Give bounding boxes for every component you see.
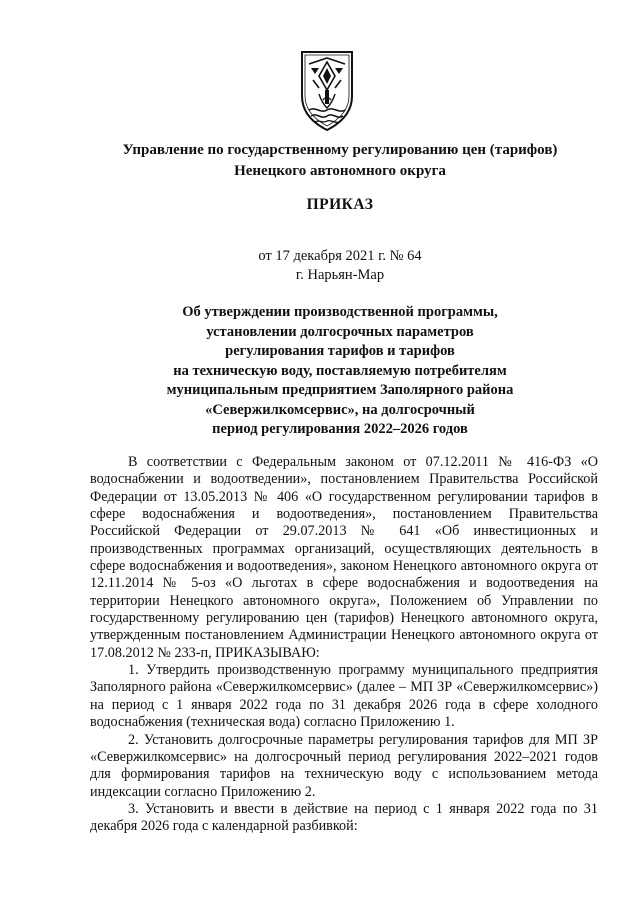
subject-line: установлении долгосрочных параметров <box>206 323 474 340</box>
subject-line: период регулирования 2022–2026 годов <box>212 421 468 437</box>
organization-name <box>60 140 620 182</box>
organization-name-line-1: Управление по государственному регулированию цен (тарифов) <box>122 142 558 158</box>
order-item-1: 1. Утвердить производственную программу муниципального предприятия Заполярного района «Севержилкомсервис» (далее – МП ЗР «Севержилкомсервис») на период с 1 января 2022 года по 31 декабря 2026 года в сфере холодного водоснабжения (техническая вода) согласно Приложению 1. <box>90 662 598 731</box>
document-type-heading: ПРИКАЗ <box>306 196 374 213</box>
order-item-3: 3. Установить и ввести в действие на период с 1 января 2022 года по 31 декабря 2026 года с календарной разбивкой: <box>90 800 598 835</box>
subject-line: муниципальным предприятием Заполярного района <box>166 382 514 398</box>
subject-line: регулирования тарифов и тарифов <box>225 343 455 359</box>
subject-line: Об утверждении производственной программы, <box>182 304 498 320</box>
organization-name-line-2: Ненецкого автономного округа <box>234 163 446 179</box>
document-subject <box>60 303 620 440</box>
order-item-2: 2. Установить долгосрочные параметры регулирования тарифов для МП ЗР «Севержилкомсервис» на долгосрочный период регулирования 2022–2021 годов для формирования тарифов на техническую воду с использованием метода индексации согласно Приложению 2. <box>90 731 598 800</box>
coat-of-arms-emblem <box>299 48 355 134</box>
subject-line: «Севержилкомсервис», на долгосрочный <box>205 401 475 418</box>
preamble-paragraph: В соответствии с Федеральным законом от 07.12.2011 № 416-ФЗ «О водоснабжении и водоотведении», постановлением Правительства Российской Федерации от 13.05.2013 № 406 «О государственном регулировании тарифов в сфере водоснабжения и водоотведения», постановлением Правительства Российской Федерации от 29.07.2013 № 641 «Об инвестиционных и производственных программах организаций, осуществляющих деятельность в сфере водоснабжения и водоотведения», законом Ненецкого автономного округа от 12.11.2014 № 5-оз «О льготах в сфере водоснабжения и водоотведения на территории Ненецкого автономного округа», Положением об Управлении по государственному регулированию цен (тарифов) Ненецкого автономного округа, утвержденным постановлением Администрации Ненецкого автономного округа от 17.08.2012 № 233-п, ПРИКАЗЫВАЮ: <box>90 454 598 661</box>
document-meta <box>60 247 620 285</box>
subject-line: на техническую воду, поставляемую потребителям <box>173 362 507 379</box>
date-and-number: от 17 декабря 2021 г. № 64 <box>258 248 422 264</box>
document-body <box>90 454 598 836</box>
place-of-issue: г. Нарьян-Мар <box>295 267 385 283</box>
